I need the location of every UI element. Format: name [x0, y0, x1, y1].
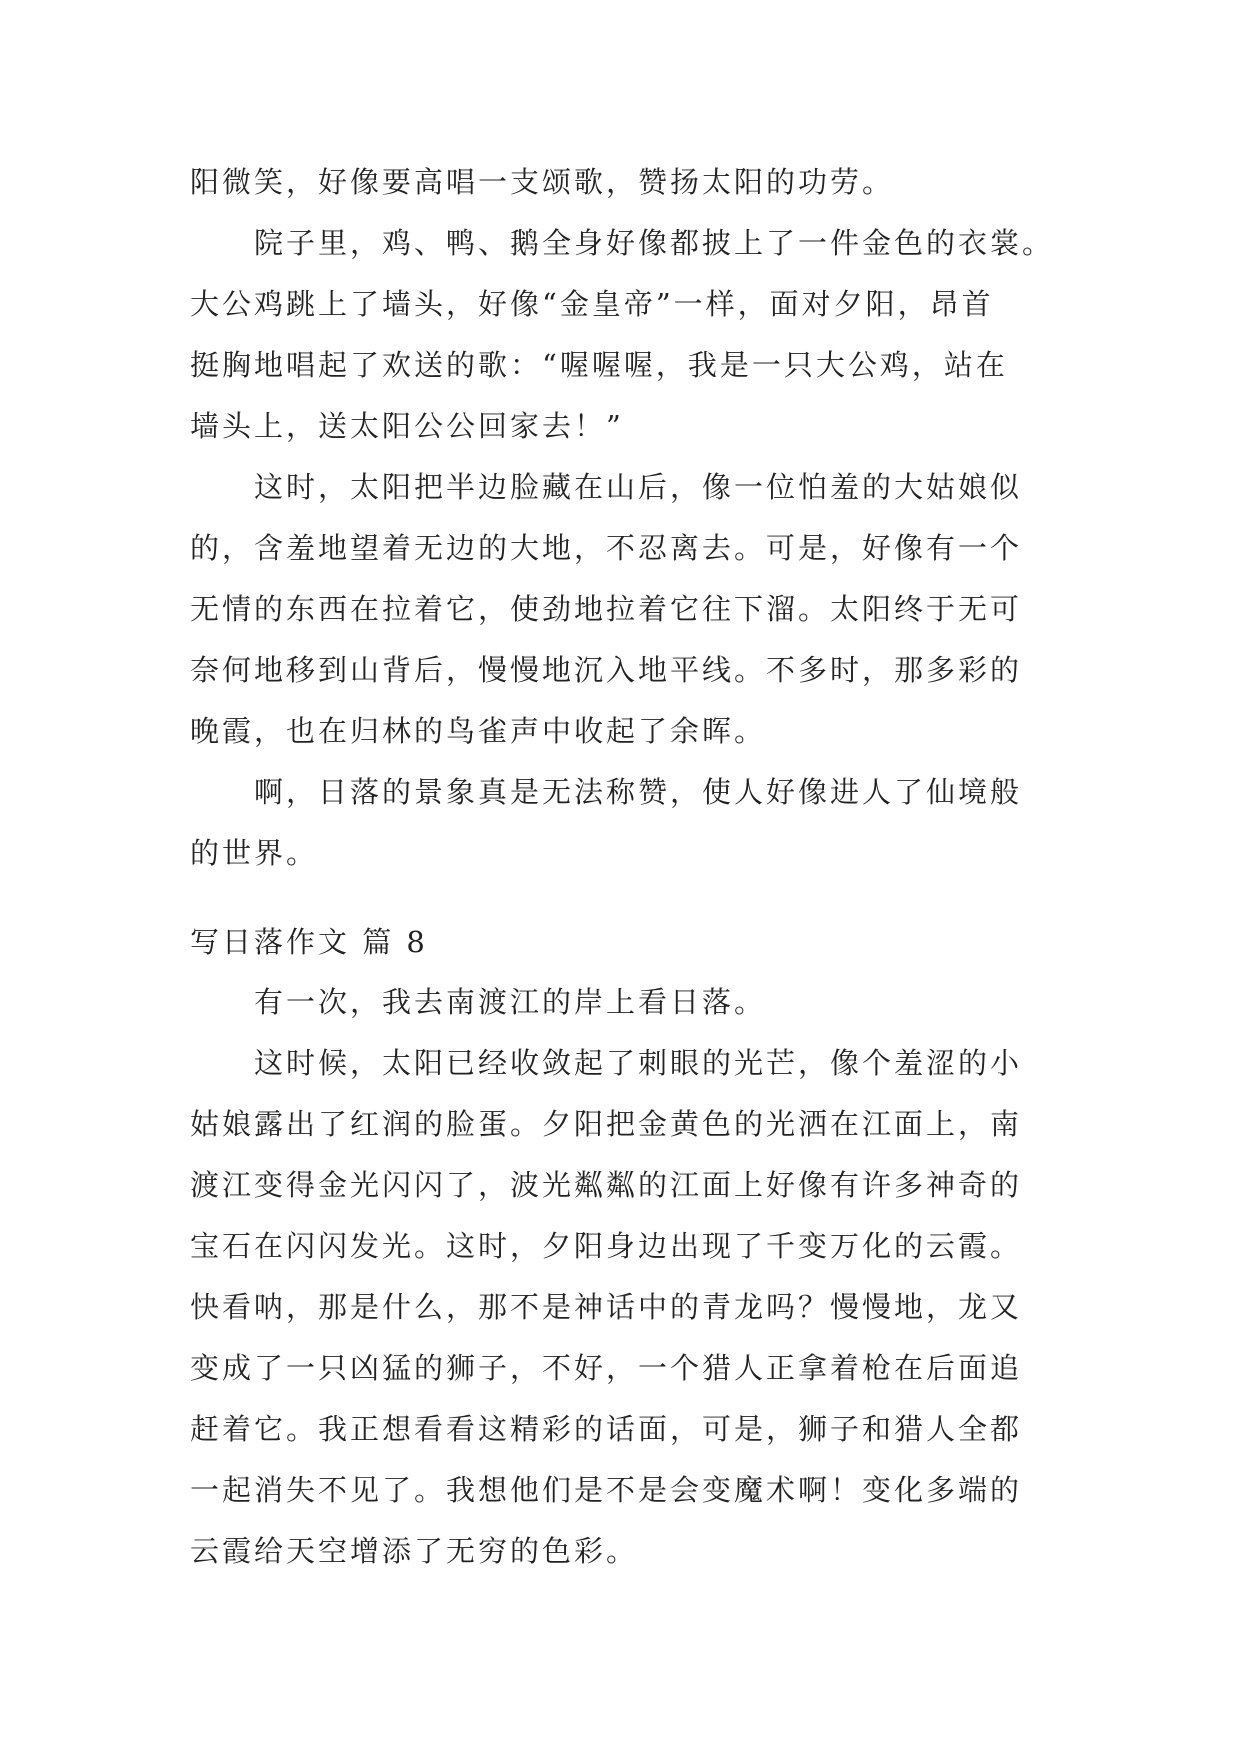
essay-section-continued: [190, 152, 1055, 884]
paragraph-line: 墙头上，送太阳公公回家去！”: [190, 409, 624, 443]
paragraph-line: 奈何地移到山背后，慢慢地沉入地平线。不多时，那多彩的: [190, 653, 1023, 687]
paragraph-line: 赶着它。我正想看看这精彩的话面，可是，狮子和猎人全都: [190, 1412, 1023, 1446]
paragraph-line: 晚霞，也在归林的鸟雀声中收起了余晖。: [190, 714, 767, 748]
paragraph-line: 这时，太阳把半边脸藏在山后，像一位怕羞的大姑娘似: [254, 470, 1023, 504]
paragraph-line: 有一次，我去南渡江的岸上看日落。: [254, 985, 767, 1019]
paragraph-line: 快看呐，那是什么，那不是神话中的青龙吗？慢慢地，龙又: [190, 1290, 1023, 1324]
essay-section: [190, 972, 1050, 1582]
paragraph-line: 的，含羞地望着无边的大地，不忍离去。可是，好像有一个: [190, 531, 1023, 565]
paragraph-line: 姑娘露出了红润的脸蛋。夕阳把金黄色的光洒在江面上，南: [190, 1107, 1023, 1141]
essay-heading-block: [190, 912, 1050, 973]
paragraph-line: 无情的东西在拉着它，使劲地拉着它往下溜。太阳终于无可: [190, 592, 1023, 626]
paragraph-line: 的世界。: [190, 836, 319, 870]
paragraph-line: 变成了一只凶猛的狮子，不好，一个猎人正拿着枪在后面追: [190, 1351, 1023, 1385]
paragraph-line: 大公鸡跳上了墙头，好像“金皇帝”一样，面对夕阳，昂首: [190, 287, 994, 321]
paragraph-line: 云霞给天空增添了无穷的色彩。: [190, 1534, 639, 1568]
paragraph-line: 挺胸地唱起了欢送的歌：“喔喔喔，我是一只大公鸡，站在: [190, 348, 1008, 382]
paragraph-line: 渡江变得金光闪闪了，波光粼粼的江面上好像有许多神奇的: [190, 1168, 1023, 1202]
paragraph-line: 一起消失不见了。我想他们是不是会变魔术啊！变化多端的: [190, 1473, 1023, 1507]
paragraph-line: 院子里，鸡、鸭、鹅全身好像都披上了一件金色的衣裳。: [254, 226, 1055, 260]
paragraph-line: 这时候，太阳已经收敛起了刺眼的光芒，像个羞涩的小: [254, 1046, 1023, 1080]
essay-heading: 写日落作文 篇 8: [190, 925, 428, 959]
paragraph-line: 阳微笑，好像要高唱一支颂歌，赞扬太阳的功劳。: [190, 165, 895, 199]
paragraph-line: 啊，日落的景象真是无法称赞，使人好像进人了仙境般: [254, 775, 1023, 809]
paragraph-line: 宝石在闪闪发光。这时，夕阳身边出现了千变万化的云霞。: [190, 1229, 1023, 1263]
